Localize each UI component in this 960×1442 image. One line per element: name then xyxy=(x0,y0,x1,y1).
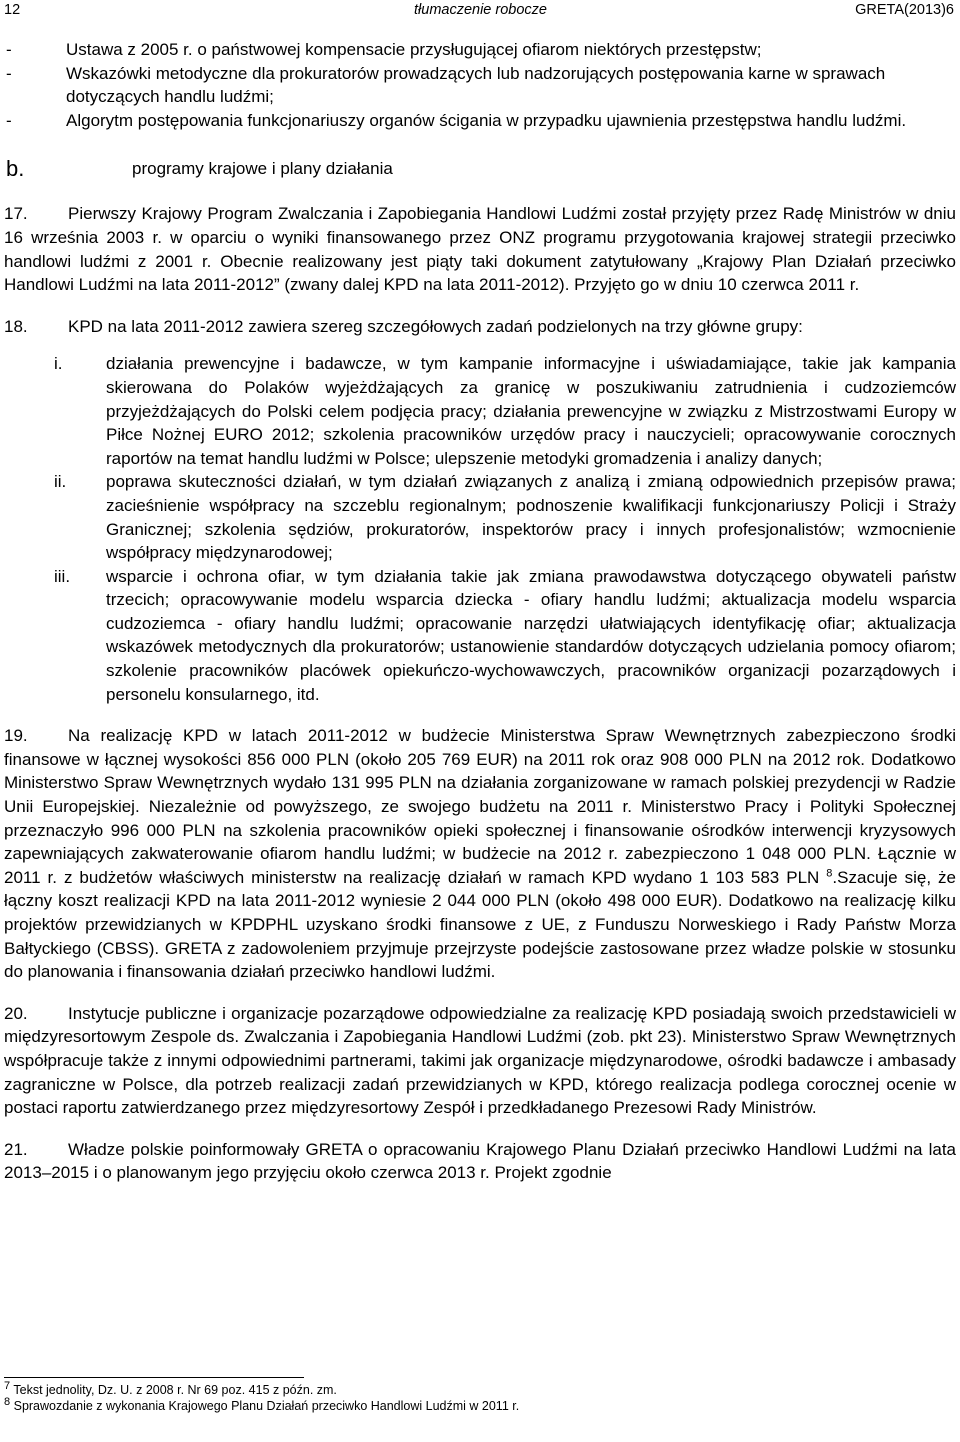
document-body xyxy=(4,38,956,1185)
footnote-number: 7 xyxy=(4,1379,11,1392)
list-item-text: poprawa skuteczności działań, w tym działań związanych z analizą i zmianą odpowiednich przepisów prawa; zacieśnienie współpracy na szczeblu regionalnym; podnoszenie kwalifikacji funkcjonariuszy Policji i Straży Granicznej; szkolenia sędziów, prokuratorów, inspektorów pracy i innych profesjonalistów; wzmocnienie współpracy międzynarodowej; xyxy=(106,472,956,563)
footnote xyxy=(4,1379,956,1398)
list-item-text: Ustawa z 2005 r. o państwowej kompensacie przysługującej ofiarom niektórych przestępstw; xyxy=(66,40,762,59)
section-label: b. xyxy=(6,156,25,182)
paragraph-text: KPD na lata 2011-2012 zawiera szereg szczegółowych zadań podzielonych na trzy główne grupy: xyxy=(68,316,803,336)
footnote-reference[interactable]: 8 xyxy=(826,867,833,880)
paragraph-number: 20. xyxy=(4,1003,28,1023)
document-reference: GRETA(2013)6 xyxy=(855,2,954,18)
paragraph-number: 19. xyxy=(4,726,28,746)
paragraph-text: Pierwszy Krajowy Program Zwalczania i Zapobiegania Handlowi Ludźmi został przyjęty przez Radę Ministrów w dniu 16 września 2003 r. w oparciu o wyniki finansowanego przez ONZ programu przygotowania krajowej strategii przeciwko handlowi ludźmi z 2001 r. Obecnie realizowany jest piąty taki dokument zatytułowany „Krajowy Plan Działań przeciwko Handlowi Ludźmi na lata 2011-2012” (zwany dalej KPD na lata 2011-2012). Przyjęto go w dniu 10 czerwca 2011 r. xyxy=(4,204,956,295)
paragraph-number: 21. xyxy=(4,1139,28,1159)
paragraph-number: 18. xyxy=(4,316,28,336)
footnote-number: 8 xyxy=(4,1395,11,1408)
roman-marker: i. xyxy=(54,354,63,374)
list-item xyxy=(4,62,956,109)
list-item xyxy=(4,109,956,133)
list-item-text: wsparcie i ochrona ofiar, w tym działania takie jak zmiana prawodawstwa dotyczącego obywateli państw trzecich; opracowywanie modelu wsparcia dziecka - ofiary handlu ludźmi; aktualizacja modelu wsparcia cudzoziemca - ofiary handlu ludźmi; opracowanie narzędzi ułatwiających identyfikację ofiar; aktualizacja wskazówek metodycznych dla prokuratorów; ustanowienie standardów dotyczących udzielania pomocy ofiarom; szkolenie pracowników placówek opiekuńczo-wychowawczych, pracowników organizacji pozarządowych i personelu konsularnego, itd. xyxy=(106,566,956,704)
page-number: 12 xyxy=(4,2,21,18)
paragraph-number: 17. xyxy=(4,204,28,224)
dash-marker: - xyxy=(6,63,12,83)
list-item-text: działania prewencyjne i badawcze, w tym kampanie informacyjne i uświadamiające, takie jak kampania skierowana do Polaków wyjeżdżających za granicę w poszukiwaniu zatrudnienia i cudzoziemców przyjeżdżających do Polski celem podjęcia pracy; działania prewencyjne w związku z Mistrzostwami Europy w Piłce Nożnej EURO 2012; szkolenia pracowników urzędów pracy i nauczycieli; opracowywanie corocznych raportów na temat handlu ludźmi w Polsce; ulepszenie metodyki gromadzenia i analizy danych; xyxy=(106,354,956,468)
list-item-text: Wskazówki metodyczne dla prokuratorów prowadzących lub nadzorujących postępowania karne w sprawach dotyczących handlu ludźmi; xyxy=(66,63,886,107)
list-item xyxy=(4,565,956,707)
paragraph-text: Władze polskie poinformowały GRETA o opracowaniu Krajowego Planu Działań przeciwko Handlowi Ludźmi na lata 2013–2015 i o planowanym jego przyjęciu około czerwca 2013 r. Projekt zgodnie xyxy=(4,1139,956,1183)
paragraph-text: Instytucje publiczne i organizacje pozarządowe odpowiedzialne za realizację KPD posiadają swoich przedstawicieli w międzyresortowym Zespole ds. Zwalczania i Zapobiegania Handlowi Ludźmi (zob. pkt 23). Ministerstwo Spraw Wewnętrznych współpracuje także z innymi odpowiednimi partnerami, takimi jak organizacje międzynarodowe, ośrodki badawcze i ambasady zagraniczne w Polsce, dla potrzeb realizacji zadań przewidzianych w KPD, którego realizacja podlega corocznej ocenie w postaci raportu zatwierdzanego przez międzyresortowy Zespół i przedkładanego Prezesowi Rady Ministrów. xyxy=(4,1003,956,1118)
list-item xyxy=(4,38,956,62)
list-item xyxy=(4,352,956,470)
roman-marker: ii. xyxy=(54,472,67,492)
footnote-text: Tekst jednolity, Dz. U. z 2008 r. Nr 69 poz. 415 z późn. zm. xyxy=(13,1383,337,1397)
task-group-list xyxy=(4,352,956,706)
section-heading xyxy=(4,154,956,184)
footnotes xyxy=(4,1377,956,1414)
footnote-divider xyxy=(4,1377,304,1378)
list-item xyxy=(4,470,956,564)
roman-marker: iii. xyxy=(54,566,71,586)
dash-marker: - xyxy=(6,110,12,130)
working-translation-label: tłumaczenie robocze xyxy=(414,2,547,18)
paragraph-text-continued: .Szacuje się, że łączny koszt realizacji KPD na lata 2011-2012 wyniesie 2 044 000 PLN (około 498 000 EUR). Dodatkowo na realizację kilku projektów przewidzianych w KPDPHL uzyskano środki finansowe z UE, z Funduszu Norweskiego i Rady Państw Morza Bałtyckiego (CBSS). GRETA z zadowoleniem przyjmuje przejrzyste podejście zastosowane przez władze polskie w stosunku do planowania i finansowania działań przeciwko handlowi ludźmi. xyxy=(4,867,956,982)
paragraph-19 xyxy=(4,724,956,984)
paragraph-21 xyxy=(4,1138,956,1185)
paragraph-20 xyxy=(4,1002,956,1120)
list-item-text: Algorytm postępowania funkcjonariuszy organów ścigania w przypadku ujawnienia przestępstwa handlu ludźmi. xyxy=(66,110,907,130)
paragraph-17 xyxy=(4,202,956,296)
section-title: programy krajowe i plany działania xyxy=(132,159,393,179)
footnote-text: Sprawozdanie z wykonania Krajowego Planu Działań przeciwko Handlowi Ludźmi w 2011 r. xyxy=(13,1399,520,1413)
dash-marker: - xyxy=(6,40,12,59)
page-header xyxy=(4,0,954,22)
paragraph-text: Na realizację KPD w latach 2011-2012 w budżecie Ministerstwa Spraw Wewnętrznych zabezpieczono środki finansowe w łącznej wysokości 856 000 PLN (około 205 769 EUR) na 2011 rok oraz 908 000 PLN na 2012 rok. Dodatkowo Ministerstwo Spraw Wewnętrznych wydało 131 995 PLN na działania zorganizowane w ramach polskiej prezydencji w Radzie Unii Europejskiej. Niezależnie od powyższego, ze swojego budżetu na 2011 r. Ministerstwo Pracy i Polityki Społecznej przeznaczyło 996 000 PLN na szkolenia pracowników opieki społecznej i finansowanie ośrodków interwencji kryzysowych zapewniających zakwaterowanie ofiarom handlu ludźmi; w budżecie na 2012 r. zabezpieczono 1 048 000 PLN. Łącznie w 2011 r. z budżetów właściwych ministerstw na realizację działań w ramach KPD wydano 1 103 583 PLN xyxy=(4,726,956,887)
paragraph-18 xyxy=(4,315,956,339)
footnote xyxy=(4,1395,956,1414)
